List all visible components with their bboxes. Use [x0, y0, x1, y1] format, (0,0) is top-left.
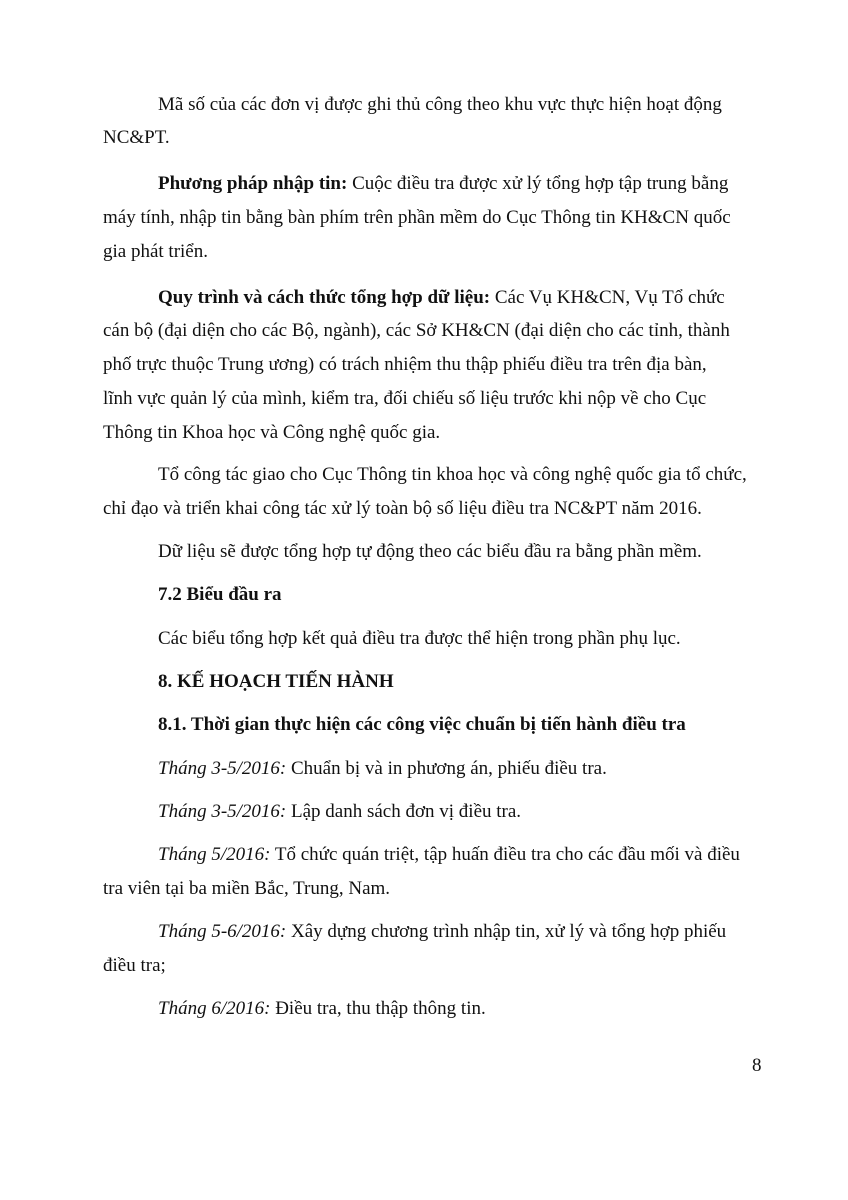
schedule-text: Chuẩn bị và in phương án, phiếu điều tra.: [291, 758, 607, 779]
schedule-date: Tháng 3-5/2016:: [158, 801, 287, 822]
body-text: chỉ đạo và triển khai công tác xử lý toàn bộ số liệu điều tra NC&PT năm 2016.: [103, 498, 702, 519]
body-text: cán bộ (đại diện cho các Bộ, ngành), các Sở KH&CN (đại diện cho các tỉnh, thành: [103, 320, 730, 341]
heading-8-1: 8.1. Thời gian thực hiện các công việc chuẩn bị tiến hành điều tra: [158, 714, 686, 735]
schedule-text: tra viên tại ba miền Bắc, Trung, Nam.: [103, 878, 391, 899]
schedule-date: Tháng 3-5/2016:: [158, 758, 287, 779]
schedule-text: Xây dựng chương trình nhập tin, xử lý và tổng hợp phiếu: [291, 921, 727, 942]
body-text: Mã số của các đơn vị được ghi thủ công theo khu vực thực hiện hoạt động: [158, 94, 722, 115]
schedule-text: Điều tra, thu thập thông tin.: [275, 998, 486, 1019]
body-text: Tổ công tác giao cho Cục Thông tin khoa học và công nghệ quốc gia tổ chức,: [158, 464, 747, 485]
schedule-text: Tổ chức quán triệt, tập huấn điều tra cho các đầu mối và điều: [274, 844, 740, 865]
body-text: Các Vụ KH&CN, Vụ Tổ chức: [494, 287, 725, 308]
body-text: phố trực thuộc Trung ương) có trách nhiệm thu thập phiếu điều tra trên địa bàn,: [103, 354, 707, 375]
schedule-text: điều tra;: [103, 955, 166, 976]
paragraph-label: Phương pháp nhập tin:: [158, 173, 348, 194]
schedule-text: Lập danh sách đơn vị điều tra.: [291, 801, 522, 822]
paragraph-label: Quy trình và cách thức tổng hợp dữ liệu:: [158, 287, 491, 308]
body-text: gia phát triển.: [103, 241, 208, 262]
body-text: Dữ liệu sẽ được tổng hợp tự động theo các biểu đầu ra bằng phần mềm.: [158, 541, 702, 562]
schedule-date: Tháng 5-6/2016:: [158, 921, 287, 942]
heading-7-2: 7.2 Biểu đầu ra: [158, 584, 282, 605]
page-number: 8: [752, 1055, 762, 1076]
schedule-date: Tháng 6/2016:: [158, 998, 271, 1019]
body-text: lĩnh vực quản lý của mình, kiểm tra, đối chiếu số liệu trước khi nộp về cho Cục: [103, 388, 707, 409]
schedule-date: Tháng 5/2016:: [158, 844, 271, 865]
body-text: máy tính, nhập tin bằng bàn phím trên phần mềm do Cục Thông tin KH&CN quốc: [103, 207, 731, 228]
body-text: NC&PT.: [103, 127, 170, 148]
body-text: Các biểu tổng hợp kết quả điều tra được thể hiện trong phần phụ lục.: [158, 628, 681, 649]
heading-8: 8. KẾ HOẠCH TIẾN HÀNH: [158, 671, 394, 692]
body-text: Cuộc điều tra được xử lý tổng hợp tập trung bằng: [352, 173, 729, 194]
body-text: Thông tin Khoa học và Công nghệ quốc gia.: [103, 422, 441, 443]
